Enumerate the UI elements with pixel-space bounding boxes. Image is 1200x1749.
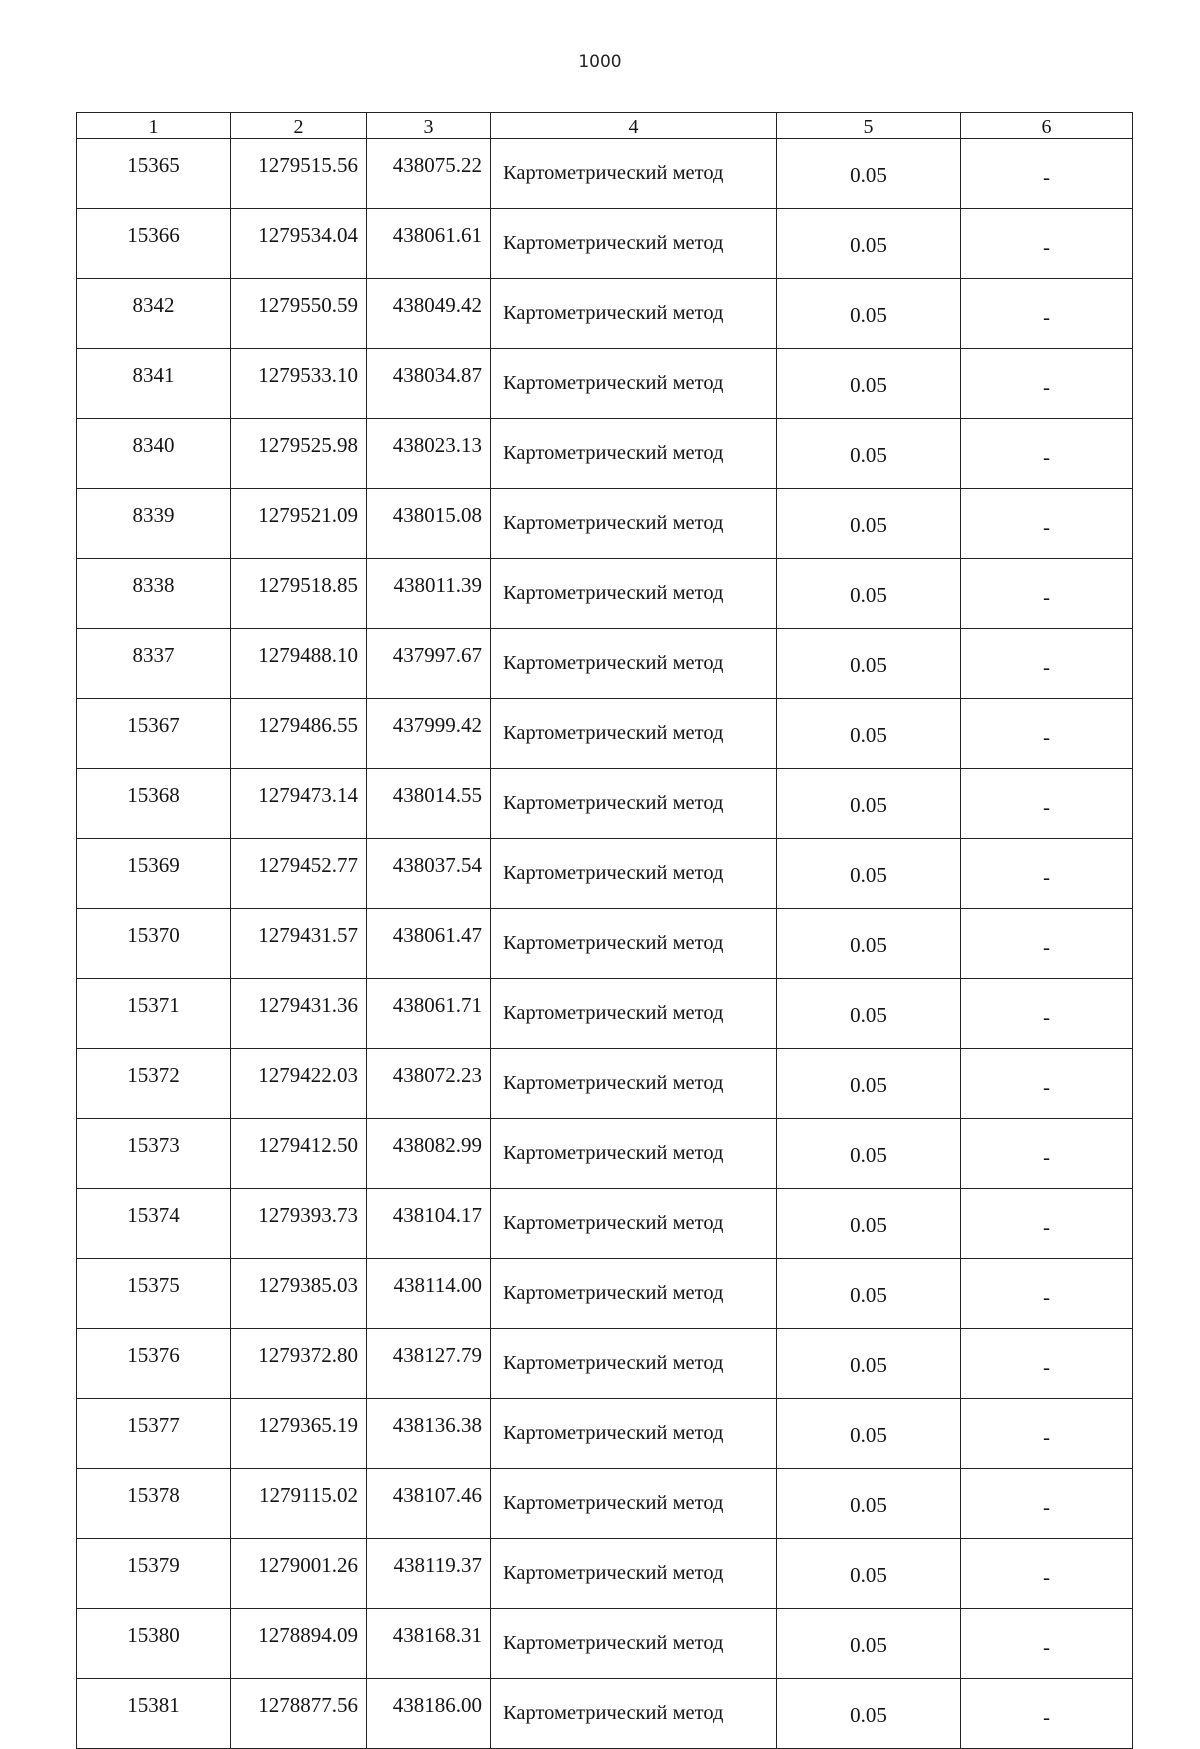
- x-coordinate-cell: 1279393.73: [231, 1189, 367, 1259]
- point-number-cell: 8342: [77, 279, 231, 349]
- y-coordinate-cell: 438127.79: [367, 1329, 491, 1399]
- error-cell: 0.05: [777, 1469, 961, 1539]
- method-cell: Картометрический метод: [491, 489, 777, 559]
- error-cell: 0.05: [777, 419, 961, 489]
- table-row: [77, 489, 1133, 559]
- point-number-cell: 15376: [77, 1329, 231, 1399]
- y-coordinate-cell: 438061.47: [367, 909, 491, 979]
- y-coordinate-cell: 438014.55: [367, 769, 491, 839]
- method-cell: Картометрический метод: [491, 769, 777, 839]
- table-row: [77, 559, 1133, 629]
- column-header-3: 3: [367, 113, 491, 139]
- y-coordinate-cell: 438011.39: [367, 559, 491, 629]
- error-cell: 0.05: [777, 489, 961, 559]
- error-cell: 0.05: [777, 1119, 961, 1189]
- x-coordinate-cell: 1279486.55: [231, 699, 367, 769]
- y-coordinate-cell: 438104.17: [367, 1189, 491, 1259]
- y-coordinate-cell: 438015.08: [367, 489, 491, 559]
- error-cell: 0.05: [777, 909, 961, 979]
- y-coordinate-cell: 438049.42: [367, 279, 491, 349]
- table-row: [77, 699, 1133, 769]
- note-cell: -: [961, 1119, 1133, 1189]
- table-row: [77, 1679, 1133, 1749]
- method-cell: Картометрический метод: [491, 1609, 777, 1679]
- x-coordinate-cell: 1279515.56: [231, 139, 367, 209]
- note-cell: -: [961, 769, 1133, 839]
- x-coordinate-cell: 1279473.14: [231, 769, 367, 839]
- x-coordinate-cell: 1279372.80: [231, 1329, 367, 1399]
- note-cell: -: [961, 839, 1133, 909]
- method-cell: Картометрический метод: [491, 1119, 777, 1189]
- note-cell: -: [961, 1259, 1133, 1329]
- table-row: [77, 349, 1133, 419]
- note-cell: -: [961, 1399, 1133, 1469]
- x-coordinate-cell: 1279533.10: [231, 349, 367, 419]
- note-cell: -: [961, 349, 1133, 419]
- error-cell: 0.05: [777, 979, 961, 1049]
- note-cell: -: [961, 629, 1133, 699]
- method-cell: Картометрический метод: [491, 1399, 777, 1469]
- table-row: [77, 1539, 1133, 1609]
- x-coordinate-cell: 1279385.03: [231, 1259, 367, 1329]
- method-cell: Картометрический метод: [491, 1049, 777, 1119]
- method-cell: Картометрический метод: [491, 1189, 777, 1259]
- y-coordinate-cell: 438082.99: [367, 1119, 491, 1189]
- method-cell: Картометрический метод: [491, 279, 777, 349]
- y-coordinate-cell: 438114.00: [367, 1259, 491, 1329]
- method-cell: Картометрический метод: [491, 1259, 777, 1329]
- error-cell: 0.05: [777, 1189, 961, 1259]
- note-cell: -: [961, 419, 1133, 489]
- error-cell: 0.05: [777, 1259, 961, 1329]
- table-row: [77, 769, 1133, 839]
- table-row: [77, 1329, 1133, 1399]
- method-cell: Картометрический метод: [491, 209, 777, 279]
- method-cell: Картометрический метод: [491, 419, 777, 489]
- point-number-cell: 8337: [77, 629, 231, 699]
- error-cell: 0.05: [777, 559, 961, 629]
- note-cell: -: [961, 699, 1133, 769]
- x-coordinate-cell: 1279431.36: [231, 979, 367, 1049]
- point-number-cell: 15367: [77, 699, 231, 769]
- y-coordinate-cell: 438168.31: [367, 1609, 491, 1679]
- table-row: [77, 1049, 1133, 1119]
- error-cell: 0.05: [777, 699, 961, 769]
- note-cell: -: [961, 1539, 1133, 1609]
- note-cell: -: [961, 139, 1133, 209]
- coordinates-table: [76, 112, 1133, 1749]
- error-cell: 0.05: [777, 839, 961, 909]
- table-row: [77, 909, 1133, 979]
- point-number-cell: 15372: [77, 1049, 231, 1119]
- x-coordinate-cell: 1279525.98: [231, 419, 367, 489]
- y-coordinate-cell: 438061.71: [367, 979, 491, 1049]
- column-header-2: 2: [231, 113, 367, 139]
- point-number-cell: 8340: [77, 419, 231, 489]
- error-cell: 0.05: [777, 629, 961, 699]
- error-cell: 0.05: [777, 1049, 961, 1119]
- note-cell: -: [961, 489, 1133, 559]
- note-cell: -: [961, 209, 1133, 279]
- table-row: [77, 839, 1133, 909]
- note-cell: -: [961, 1609, 1133, 1679]
- column-header-1: 1: [77, 113, 231, 139]
- y-coordinate-cell: 438075.22: [367, 139, 491, 209]
- point-number-cell: 15374: [77, 1189, 231, 1259]
- table-row: [77, 1189, 1133, 1259]
- table-row: [77, 1469, 1133, 1539]
- x-coordinate-cell: 1279115.02: [231, 1469, 367, 1539]
- point-number-cell: 15365: [77, 139, 231, 209]
- method-cell: Картометрический метод: [491, 1469, 777, 1539]
- note-cell: -: [961, 1049, 1133, 1119]
- table-row: [77, 629, 1133, 699]
- column-header-5: 5: [777, 113, 961, 139]
- point-number-cell: 15368: [77, 769, 231, 839]
- y-coordinate-cell: 437999.42: [367, 699, 491, 769]
- note-cell: -: [961, 1189, 1133, 1259]
- error-cell: 0.05: [777, 1609, 961, 1679]
- error-cell: 0.05: [777, 1329, 961, 1399]
- y-coordinate-cell: 438119.37: [367, 1539, 491, 1609]
- point-number-cell: 15380: [77, 1609, 231, 1679]
- point-number-cell: 8339: [77, 489, 231, 559]
- x-coordinate-cell: 1279452.77: [231, 839, 367, 909]
- point-number-cell: 8338: [77, 559, 231, 629]
- coordinates-table-wrapper: [76, 112, 1132, 1749]
- column-header-6: 6: [961, 113, 1133, 139]
- error-cell: 0.05: [777, 209, 961, 279]
- error-cell: 0.05: [777, 769, 961, 839]
- x-coordinate-cell: 1279422.03: [231, 1049, 367, 1119]
- table-row: [77, 279, 1133, 349]
- method-cell: Картометрический метод: [491, 1679, 777, 1749]
- x-coordinate-cell: 1279488.10: [231, 629, 367, 699]
- x-coordinate-cell: 1278877.56: [231, 1679, 367, 1749]
- point-number-cell: 15371: [77, 979, 231, 1049]
- table-row: [77, 1609, 1133, 1679]
- method-cell: Картометрический метод: [491, 1329, 777, 1399]
- x-coordinate-cell: 1279431.57: [231, 909, 367, 979]
- x-coordinate-cell: 1279518.85: [231, 559, 367, 629]
- method-cell: Картометрический метод: [491, 699, 777, 769]
- table-row: [77, 209, 1133, 279]
- method-cell: Картометрический метод: [491, 349, 777, 419]
- y-coordinate-cell: 438186.00: [367, 1679, 491, 1749]
- y-coordinate-cell: 438107.46: [367, 1469, 491, 1539]
- table-row: [77, 1259, 1133, 1329]
- point-number-cell: 15379: [77, 1539, 231, 1609]
- method-cell: Картометрический метод: [491, 909, 777, 979]
- point-number-cell: 15375: [77, 1259, 231, 1329]
- y-coordinate-cell: 437997.67: [367, 629, 491, 699]
- error-cell: 0.05: [777, 1539, 961, 1609]
- point-number-cell: 15369: [77, 839, 231, 909]
- page-number: 1000: [578, 52, 622, 72]
- table-row: [77, 419, 1133, 489]
- error-cell: 0.05: [777, 139, 961, 209]
- table-row: [77, 1399, 1133, 1469]
- x-coordinate-cell: 1279365.19: [231, 1399, 367, 1469]
- table-header-row: [77, 113, 1133, 139]
- y-coordinate-cell: 438072.23: [367, 1049, 491, 1119]
- x-coordinate-cell: 1279521.09: [231, 489, 367, 559]
- error-cell: 0.05: [777, 1679, 961, 1749]
- note-cell: -: [961, 1469, 1133, 1539]
- y-coordinate-cell: 438037.54: [367, 839, 491, 909]
- note-cell: -: [961, 279, 1133, 349]
- x-coordinate-cell: 1279412.50: [231, 1119, 367, 1189]
- method-cell: Картометрический метод: [491, 139, 777, 209]
- note-cell: -: [961, 979, 1133, 1049]
- error-cell: 0.05: [777, 279, 961, 349]
- method-cell: Картометрический метод: [491, 979, 777, 1049]
- note-cell: -: [961, 1679, 1133, 1749]
- point-number-cell: 15381: [77, 1679, 231, 1749]
- note-cell: -: [961, 559, 1133, 629]
- method-cell: Картометрический метод: [491, 629, 777, 699]
- note-cell: -: [961, 909, 1133, 979]
- column-header-4: 4: [491, 113, 777, 139]
- point-number-cell: 15378: [77, 1469, 231, 1539]
- note-cell: -: [961, 1329, 1133, 1399]
- x-coordinate-cell: 1278894.09: [231, 1609, 367, 1679]
- table-row: [77, 1119, 1133, 1189]
- point-number-cell: 15366: [77, 209, 231, 279]
- method-cell: Картометрический метод: [491, 1539, 777, 1609]
- y-coordinate-cell: 438061.61: [367, 209, 491, 279]
- error-cell: 0.05: [777, 1399, 961, 1469]
- method-cell: Картометрический метод: [491, 839, 777, 909]
- point-number-cell: 15370: [77, 909, 231, 979]
- method-cell: Картометрический метод: [491, 559, 777, 629]
- table-body: [77, 139, 1133, 1749]
- x-coordinate-cell: 1279001.26: [231, 1539, 367, 1609]
- point-number-cell: 8341: [77, 349, 231, 419]
- table-row: [77, 979, 1133, 1049]
- y-coordinate-cell: 438023.13: [367, 419, 491, 489]
- point-number-cell: 15377: [77, 1399, 231, 1469]
- y-coordinate-cell: 438136.38: [367, 1399, 491, 1469]
- y-coordinate-cell: 438034.87: [367, 349, 491, 419]
- point-number-cell: 15373: [77, 1119, 231, 1189]
- x-coordinate-cell: 1279550.59: [231, 279, 367, 349]
- x-coordinate-cell: 1279534.04: [231, 209, 367, 279]
- table-row: [77, 139, 1133, 209]
- error-cell: 0.05: [777, 349, 961, 419]
